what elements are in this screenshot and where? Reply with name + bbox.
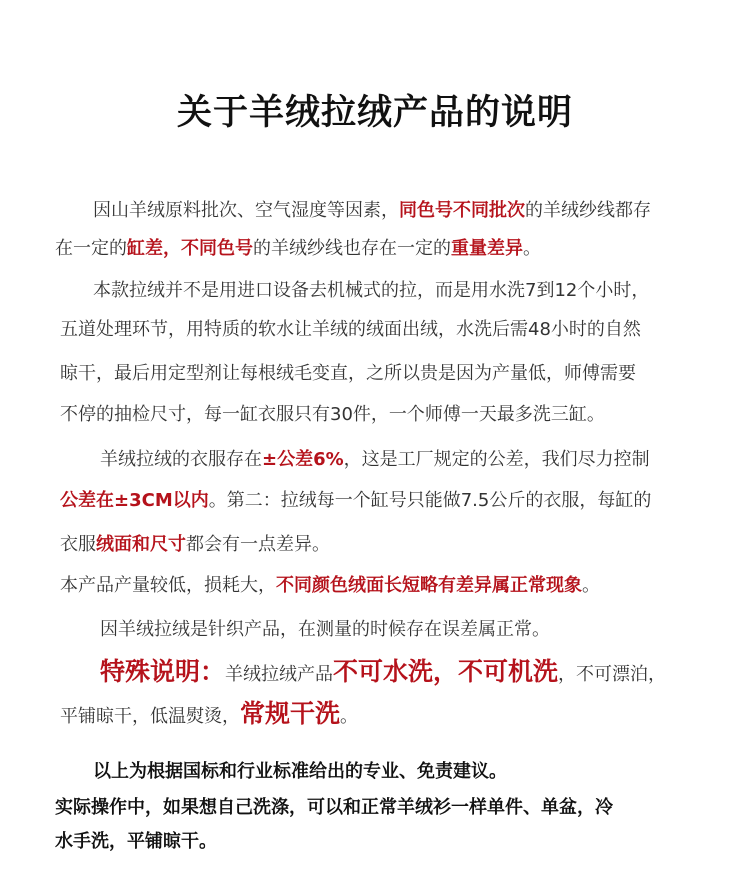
- para3-text: 都会有一点差异。: [186, 534, 330, 555]
- para6-text: ，不可漂泊，: [558, 664, 667, 685]
- para2-line3: 晾干，最后用定型剂让每根绒毛变直，之所以贵是因为产量低，师傅需要: [60, 363, 636, 384]
- para3-text: 羊绒拉绒的衣服存在: [100, 449, 262, 470]
- highlight-surface-and-size: 绒面和尺寸: [96, 534, 186, 555]
- para4-text: 。: [582, 575, 600, 596]
- para6-line2: [60, 697, 358, 734]
- para7-line1: 以上为根据国标和行业标准给出的专业、免责建议。: [93, 761, 507, 782]
- para5-line1: 因羊绒拉绒是针织产品，在测量的时候存在误差属正常。: [100, 619, 550, 640]
- para4-text: 本产品产量较低，损耗大，: [60, 575, 276, 596]
- para3-line1: [100, 447, 650, 473]
- para1-text: 的羊绒纱线也存在一定的: [253, 238, 451, 259]
- para7-line3: 水手洗，平铺晾干。: [55, 831, 217, 852]
- para3-text: 。第二：拉绒每一个缸号只能做7.5公斤的衣服，每缸的: [208, 490, 652, 511]
- para2-line4: 不停的抽检尺寸，每一缸衣服只有30件，一个师傅一天最多洗三缸。: [60, 404, 605, 425]
- para6-text: 羊绒拉绒产品: [225, 664, 334, 685]
- highlight-tolerance-3cm: 公差在±3CM以内: [60, 490, 209, 511]
- para2-line2: 五道处理环节，用特质的软水让羊绒的绒面出绒，水洗后需48小时的自然: [60, 319, 641, 340]
- page-title: 关于羊绒拉绒产品的说明: [176, 93, 573, 133]
- para1-line2: [55, 236, 541, 262]
- para7-line2: 实际操作中，如果想自己洗涤，可以和正常羊绒衫一样单件、单盆，冷: [55, 797, 613, 818]
- para3-text: 衣服: [60, 534, 96, 555]
- para6-text: 平铺晾干，低温熨烫，: [60, 706, 240, 727]
- para1-line1: [93, 198, 651, 224]
- para3-line2: [60, 488, 651, 514]
- highlight-same-color-diff-batch: 同色号不同批次: [399, 200, 525, 221]
- special-note-label: 特殊说明：: [100, 657, 226, 686]
- para4-line1: [60, 573, 600, 599]
- highlight-tolerance-6: ±公差6%: [262, 449, 344, 470]
- para3-text: ，这是工厂规定的公差，我们尽力控制: [343, 449, 650, 470]
- para1-text: 因山羊绒原料批次、空气湿度等因素，: [93, 200, 399, 221]
- highlight-weight-difference: 重量差异: [451, 238, 523, 259]
- para2-line1: 本款拉绒并不是用进口设备去机械式的拉，而是用水洗7到12个小时，: [93, 280, 650, 301]
- para1-text: 。: [523, 238, 541, 259]
- para6-text: 。: [340, 706, 359, 727]
- highlight-color-surface-length: 不同颜色绒面长短略有差异属正常现象: [276, 575, 582, 596]
- highlight-vat-difference: 缸差，不同色号: [127, 238, 253, 259]
- highlight-no-wash: 不可水洗，不可机洗: [333, 657, 559, 686]
- para3-line3: [60, 532, 330, 558]
- para1-text: 在一定的: [55, 238, 127, 259]
- highlight-dry-clean: 常规干洗: [240, 699, 341, 728]
- para6-line1: [100, 655, 666, 692]
- para1-text: 的羊绒纱线都存: [525, 200, 651, 221]
